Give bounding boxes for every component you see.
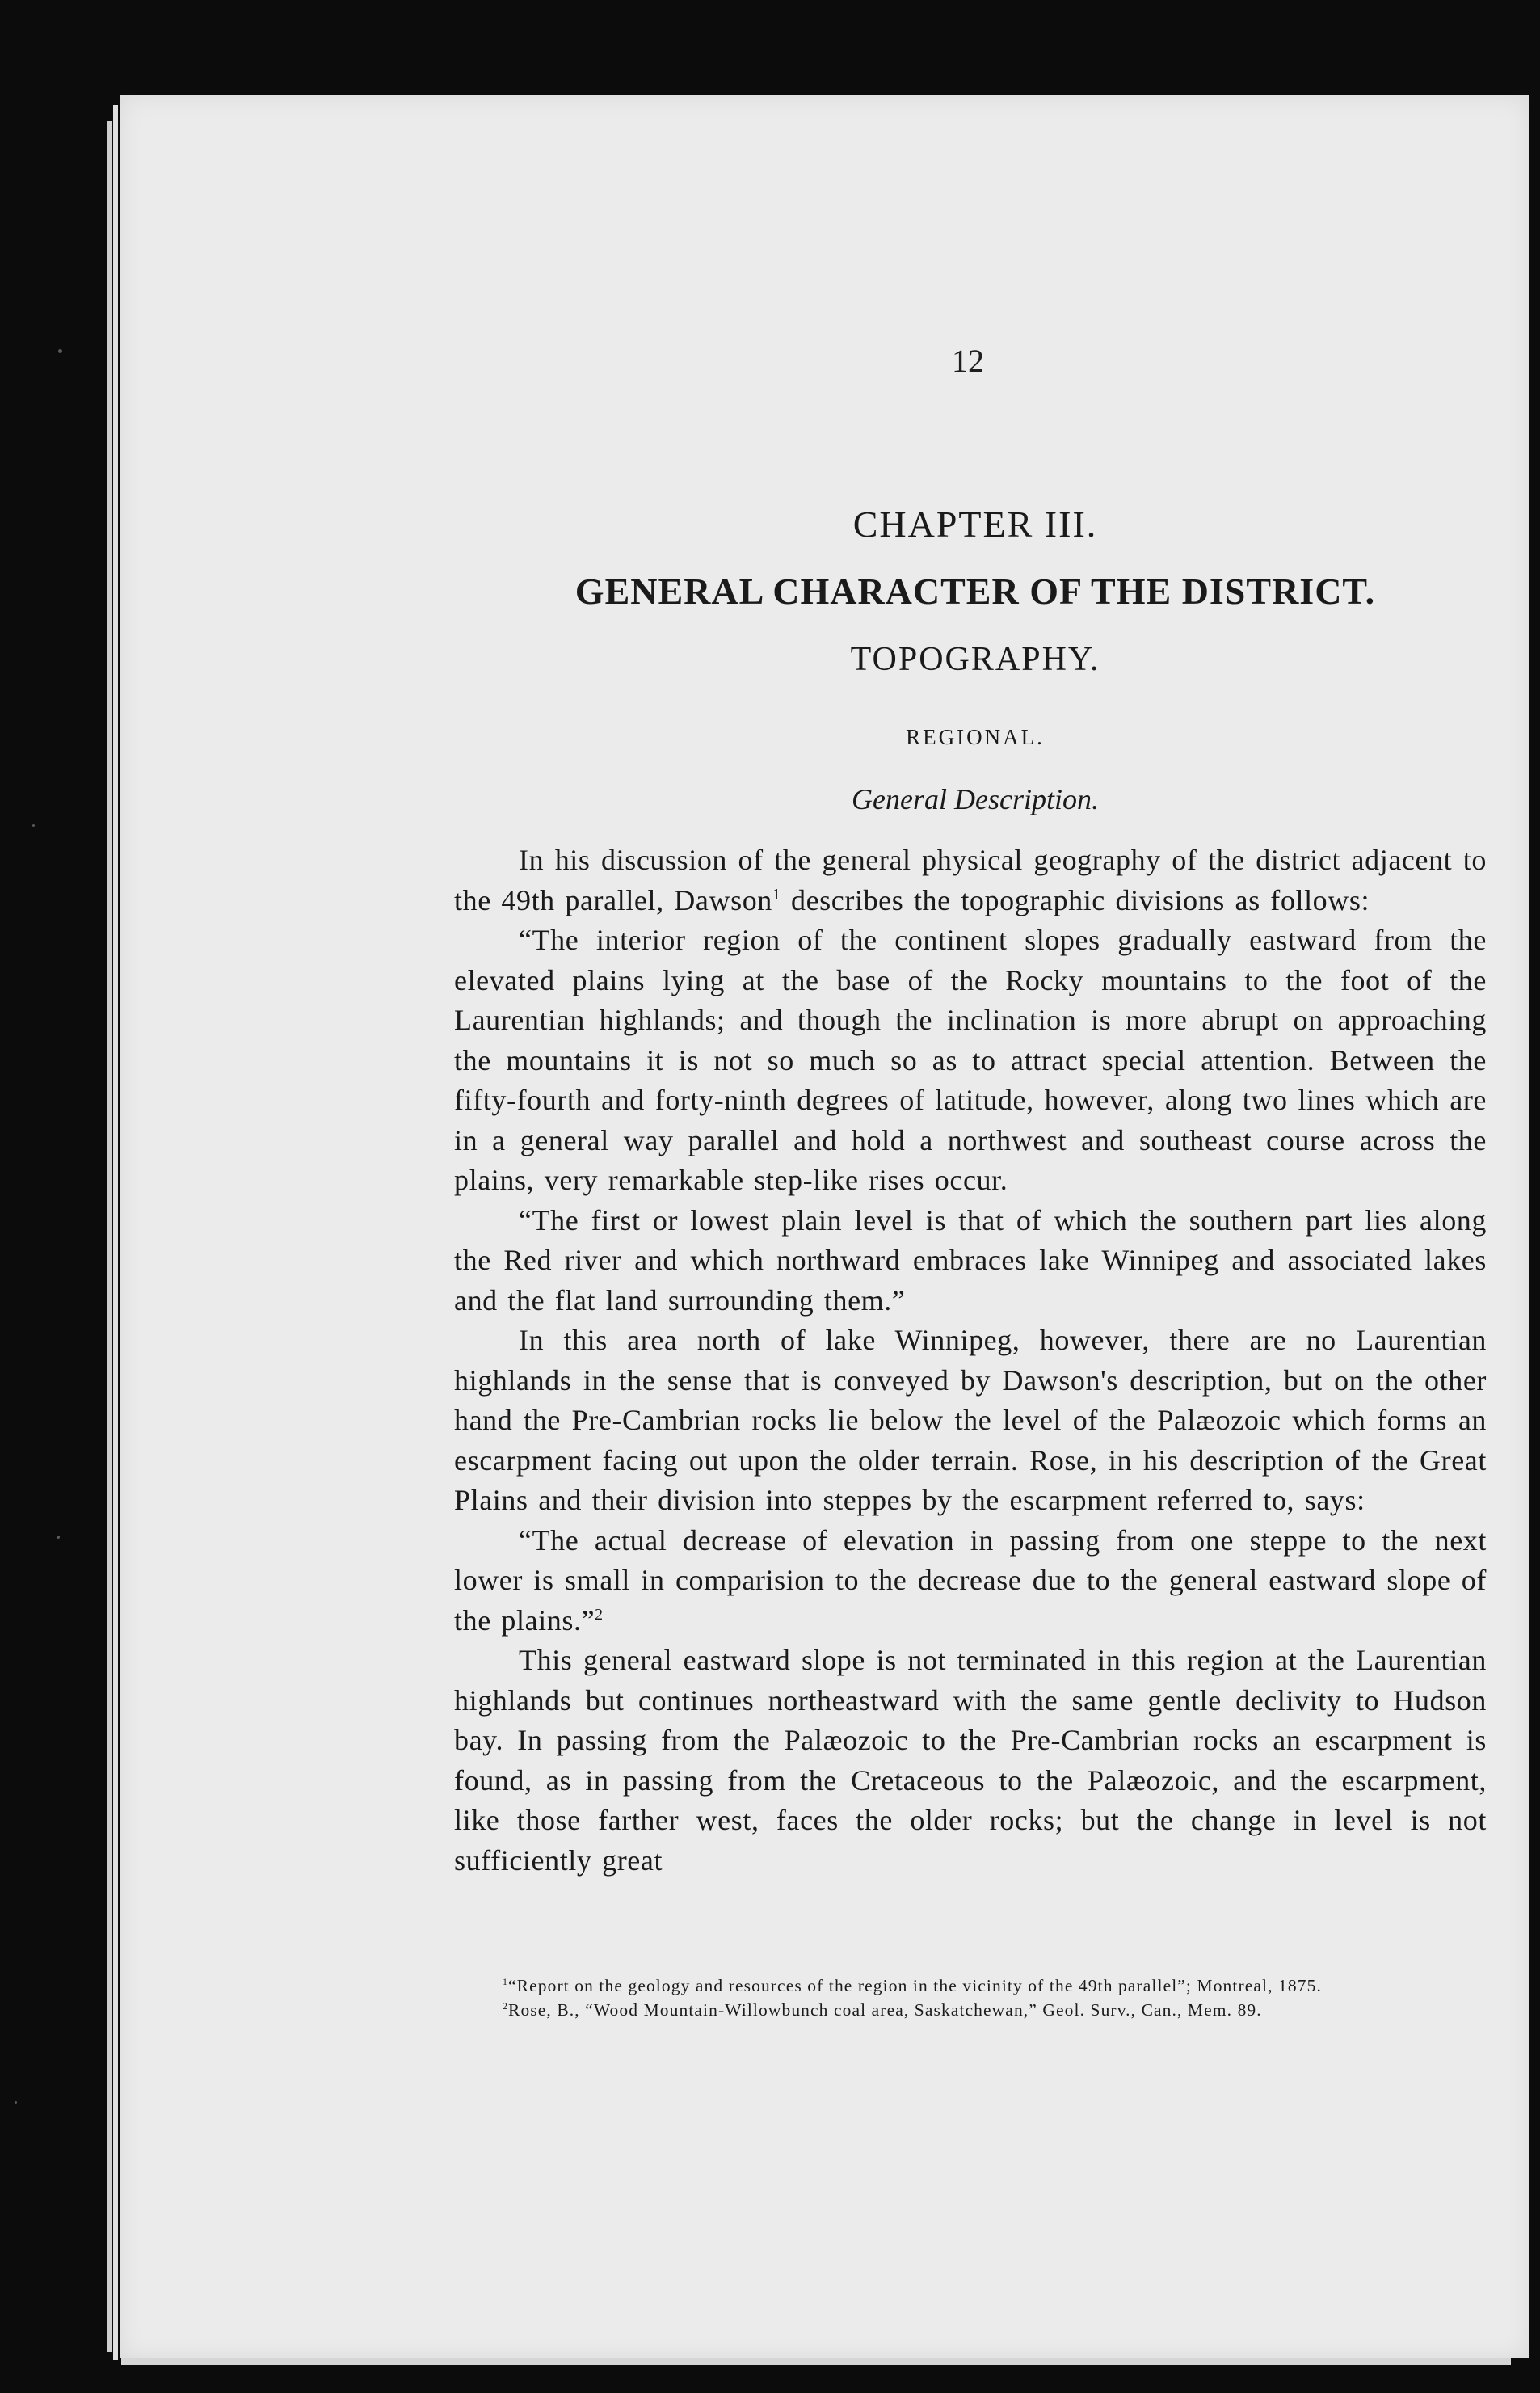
footnote: $^1$“Report on the geology and resources of the region in the vicinity of the 49th parallel”; Montreal, 1875. bbox=[503, 1975, 1322, 1995]
footnote-marker: 2 bbox=[595, 1605, 604, 1624]
body-text bbox=[454, 840, 1487, 1881]
dust-speck bbox=[57, 1536, 60, 1539]
chapter-title: GENERAL CHARACTER OF THE DISTRICT. bbox=[574, 571, 1376, 612]
subheading: General Description. bbox=[852, 783, 1099, 815]
paragraph: “The first or lowest plain level is that of which the southern part lies along the Red river and which northward embraces lake Winnipeg and associated lakes and the flat land surrounding them.” bbox=[454, 1203, 1487, 1317]
paragraph: In this area north of lake Winnipeg, however, there are no Laurentian highlands in the sense that is conveyed by Dawson's description, but on the other hand the Pre-Cambrian rocks lie below the level of the Palæozoic which forms an escarpment facing out upon the older terrain. Rose, in his description of the Great Plains and their division into steppes by the escarpment referred to, says: bbox=[454, 1324, 1487, 1516]
dust-speck bbox=[32, 824, 35, 827]
page-number: 12 bbox=[952, 343, 984, 379]
dust-speck bbox=[58, 349, 62, 353]
paragraph: In his discussion of the general physical geography of the district adjacent to the 49th parallel, Dawson$^1$ describes the topographic divisions as follows: bbox=[454, 844, 1487, 916]
page-edge bbox=[107, 121, 112, 2352]
paragraph: “The interior region of the continent slopes gradually eastward from the elevated plains lying at the base of the Rocky mountains to the foot of the Laurentian highlands; and though the inclination is more abrupt on approaching the mountains it is not so much so as to attract special attention. Between the fifty-fourth and forty-ninth degrees of latitude, however, along two lines which are in a general way parallel and hold a northwest and southeast course across the plains, very remarkable step-like rises occur. bbox=[454, 924, 1487, 1196]
dust-speck bbox=[15, 2101, 17, 2104]
subsection-heading: REGIONAL. bbox=[906, 725, 1045, 749]
chapter-heading: CHAPTER III. bbox=[852, 503, 1098, 545]
section-heading: TOPOGRAPHY. bbox=[850, 641, 1100, 678]
paragraph: “The actual decrease of elevation in passing from one steppe to the next lower is small in comparision to the decrease due to the general eastward slope of the plains.”$^2$ bbox=[454, 1523, 1487, 1637]
footnotes bbox=[454, 1974, 1487, 2022]
page-edge bbox=[113, 105, 118, 2360]
footnote: $^2$Rose, B., “Wood Mountain-Willowbunch coal area, Saskatchewan,” Geol. Surv., Can., Mem. 89. bbox=[503, 1999, 1262, 2020]
paragraph: This general eastward slope is not terminated in this region at the Laurentian highlands but continues northeastward with the same gentle declivity to Hudson bay. In passing from the Palæozoic to the Pre-Cambrian rocks an escarpment is found, as in passing from the Cretaceous to the Palæozoic, and the escarpment, like those farther west, faces the older rocks; but the change in level is not sufficiently great bbox=[454, 1644, 1487, 1877]
footnote-marker: 1 bbox=[772, 885, 781, 904]
page-edge bbox=[121, 2358, 1511, 2365]
